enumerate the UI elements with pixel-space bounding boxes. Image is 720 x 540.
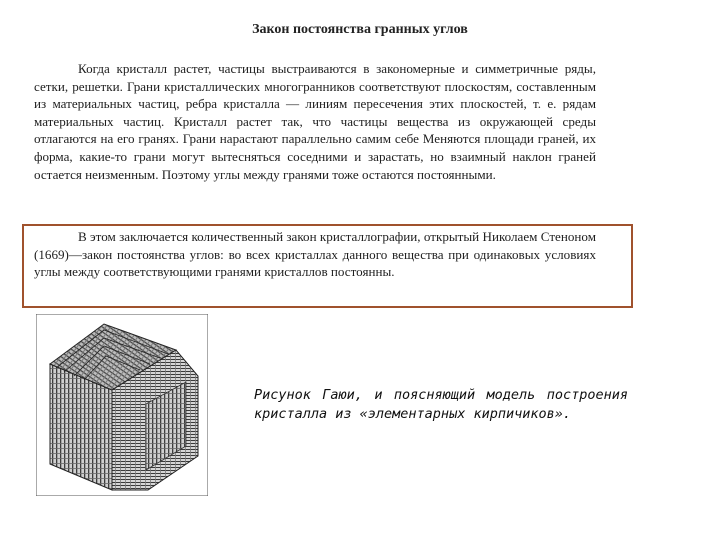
paragraph-text: Когда кристалл растет, частицы выстраиваются в закономерные и симметричные ряды, сетки, решетки. Грани кристаллических многогранников соответствуют плоскостям, составленным из материальных частиц, ребра кристалла — линиям пересечения этих плоскостей, т. е. рядам материальных частиц. Кристалл растет так, что частицы вещества из окружающей среды отлагаются на его гранях. Грани нарастают параллельно самим себе Меняются площади граней, их форма, какие-то грани могут вытесняться соседними и зарастать, но взаимный наклон граней остается неизменным. Поэтому углы между гранями тоже остаются постоянными.: [34, 61, 596, 182]
page-title: Закон постоянства гранных углов: [252, 22, 468, 37]
body-paragraph-2: [34, 228, 596, 281]
crystal-figure: [36, 314, 208, 496]
figure-caption: Рисунок Гаюи, и поясняющий модель построения кристалла из «элементарных кирпичиков».: [254, 387, 628, 422]
paragraph-text: В этом заключается количественный закон кристаллографии, открытый Николаем Стеноном (1669)—закон постоянства углов: во всех кристаллах данного вещества при одинаковых условиях углы между соответствующими гранями кристаллов постоянны.: [34, 229, 596, 280]
body-paragraph-1: [34, 60, 596, 183]
hauy-crystal-illustration: [36, 314, 208, 496]
